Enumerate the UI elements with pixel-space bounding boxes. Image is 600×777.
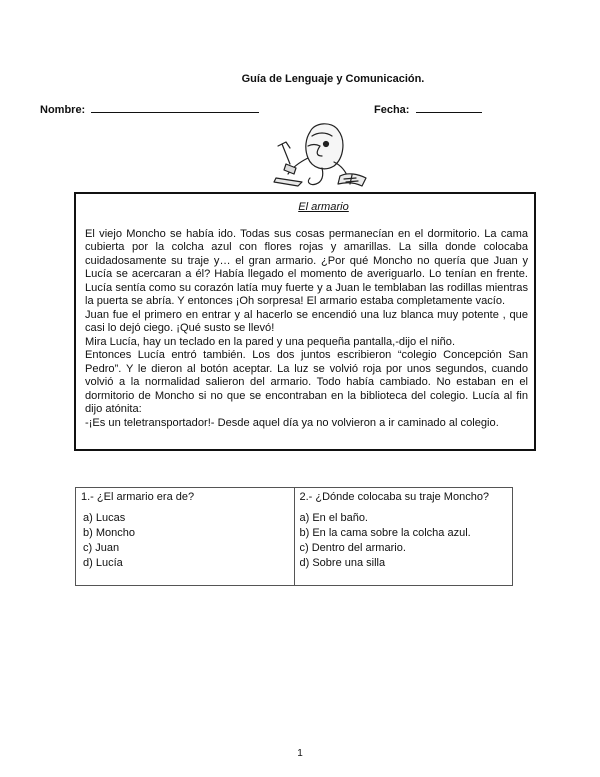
questions-row bbox=[76, 488, 513, 586]
page-title bbox=[0, 73, 600, 85]
question-1-option-a[interactable]: a) Lucas bbox=[83, 512, 126, 524]
name-blank-line bbox=[91, 103, 259, 113]
page-title-text: Guía de Lenguaje y Comunicación. bbox=[241, 73, 425, 85]
question-1-options bbox=[81, 511, 289, 571]
question-2-option-a[interactable]: a) En el baño. bbox=[299, 512, 368, 524]
story-paragraph-2: Juan fue el primero en entrar y al hacerlo se encendió una luz blanca muy potente , que casi lo dejó ciego. ¡Qué susto se llevó! bbox=[85, 308, 528, 334]
story-paragraph-1: El viejo Moncho se había ido. Todas sus cosas permanecían en el dormitorio. La cama cubierta por la colcha azul con flores rojas y amarillas. La silla donde colocaba cuidadosamente su traje y… el gran armario. ¿Por qué Moncho no quería que Juan y Lucía se acercaran a él? Había llegado el momento de averiguarlo. Lo tenían en frente. Lucía sentía como su corazón latía muy fuerte y a Juan le temblaban las rodillas mientras la puerta se abría. Y entonces ¡Oh sorpresa! El armario estaba completamente vacío. bbox=[85, 227, 528, 307]
question-1-option-d[interactable]: d) Lucía bbox=[83, 557, 123, 569]
page-number: 1 bbox=[297, 748, 303, 759]
question-2-text: 2.- ¿Dónde colocaba su traje Moncho? bbox=[299, 491, 490, 503]
question-1-option-b[interactable]: b) Moncho bbox=[83, 527, 135, 539]
question-2-cell bbox=[294, 488, 513, 586]
name-label: Nombre: bbox=[40, 104, 86, 116]
question-1-cell bbox=[76, 488, 295, 586]
date-label: Fecha: bbox=[374, 104, 410, 116]
question-2-option-b[interactable]: b) En la cama sobre la colcha azul. bbox=[299, 527, 471, 539]
story-box bbox=[74, 192, 536, 451]
name-field bbox=[40, 103, 259, 116]
story-paragraph-5: -¡Es un teletransportador!- Desde aquel día ya no volvieron a ir caminado al colegio. bbox=[85, 416, 499, 429]
reading-character-illustration bbox=[262, 122, 382, 190]
date-blank-line bbox=[416, 103, 482, 113]
story-title: El armario bbox=[298, 201, 349, 213]
question-2-option-c[interactable]: c) Dentro del armario. bbox=[299, 542, 406, 554]
question-2-option-d[interactable]: d) Sobre una silla bbox=[299, 557, 386, 569]
questions-table bbox=[75, 487, 513, 586]
story-paragraph-4: Entonces Lucía entró también. Los dos juntos escribieron “colegio Concepción San Pedro”. Y le dieron al botón aceptar. La luz se volvió roja por unos segundos, cuando volvió a la normalidad salieron del armario. Todo había cambiado. No estaban en el dormitorio de Moncho si no que se encontraban en la biblioteca del colegio. Lucía al fin dijo atónita: bbox=[85, 349, 528, 415]
date-field bbox=[374, 103, 482, 116]
question-2-options bbox=[300, 511, 508, 571]
question-1-text: 1.- ¿El armario era de? bbox=[81, 491, 195, 503]
story-paragraph-3: Mira Lucía, hay un teclado en la pared y una pequeña pantalla,-dijo el niño. bbox=[85, 335, 456, 348]
question-1-option-c[interactable]: c) Juan bbox=[83, 542, 120, 554]
